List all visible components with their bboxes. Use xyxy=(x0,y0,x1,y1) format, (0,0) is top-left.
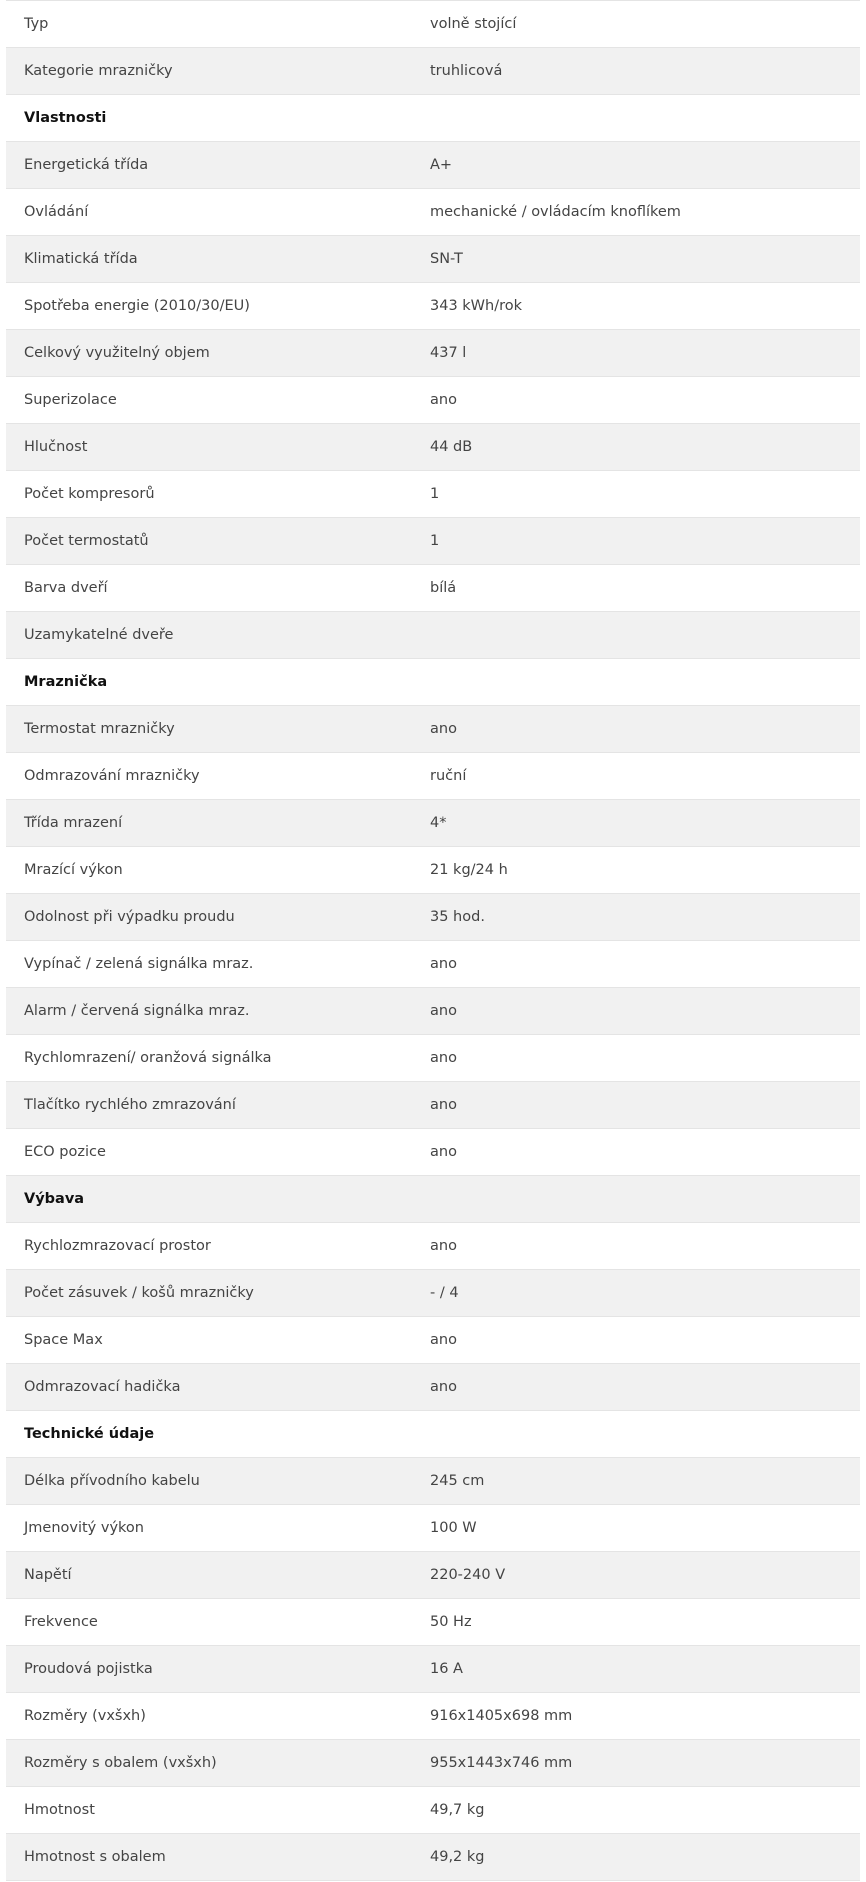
spec-row xyxy=(6,1458,860,1505)
spec-value: ano xyxy=(430,1379,457,1395)
spec-value: ano xyxy=(430,1332,457,1348)
spec-value: 916x1405x698 mm xyxy=(430,1708,573,1724)
spec-row xyxy=(6,1693,860,1740)
spec-label: Frekvence xyxy=(24,1614,98,1630)
spec-value: ano xyxy=(430,1238,457,1254)
spec-row xyxy=(6,1,860,48)
spec-row xyxy=(6,1223,860,1270)
spec-value: truhlicová xyxy=(430,63,503,79)
spec-value: 4* xyxy=(430,815,447,831)
spec-value: 245 cm xyxy=(430,1473,485,1489)
spec-row xyxy=(6,565,860,612)
spec-value: 49,7 kg xyxy=(430,1802,485,1818)
spec-row xyxy=(6,189,860,236)
spec-value: SN-T xyxy=(430,251,463,267)
spec-value: ano xyxy=(430,956,457,972)
spec-row xyxy=(6,377,860,424)
spec-label: Barva dveří xyxy=(24,580,108,596)
spec-row xyxy=(6,1834,860,1881)
spec-value: 21 kg/24 h xyxy=(430,862,508,878)
spec-row xyxy=(6,894,860,941)
spec-row xyxy=(6,1646,860,1693)
spec-row xyxy=(6,800,860,847)
spec-label: Typ xyxy=(24,16,49,32)
spec-row xyxy=(6,1317,860,1364)
spec-row xyxy=(6,941,860,988)
spec-value: 220-240 V xyxy=(430,1567,506,1583)
spec-label: Mrazící výkon xyxy=(24,862,123,878)
spec-value: - / 4 xyxy=(430,1285,459,1301)
spec-value: ano xyxy=(430,1050,457,1066)
spec-row xyxy=(6,1129,860,1176)
spec-row xyxy=(6,612,860,659)
spec-value: ano xyxy=(430,1144,457,1160)
spec-label: Odmrazování mrazničky xyxy=(24,768,200,784)
spec-label: Počet termostatů xyxy=(24,533,149,549)
spec-row xyxy=(6,1599,860,1646)
spec-label: Energetická třída xyxy=(24,157,149,173)
spec-label: Hlučnost xyxy=(24,439,88,455)
spec-label: Počet kompresorů xyxy=(24,486,155,502)
spec-value: 100 W xyxy=(430,1520,477,1536)
spec-value: ano xyxy=(430,1097,457,1113)
spec-label: Kategorie mrazničky xyxy=(24,63,173,79)
spec-value: 44 dB xyxy=(430,439,473,455)
spec-row xyxy=(6,1364,860,1411)
spec-label: Spotřeba energie (2010/30/EU) xyxy=(24,298,250,314)
spec-row xyxy=(6,753,860,800)
spec-row xyxy=(6,706,860,753)
spec-label: Klimatická třída xyxy=(24,251,138,267)
spec-value: ano xyxy=(430,1003,457,1019)
spec-row xyxy=(6,518,860,565)
spec-label: Rozměry s obalem (vxšxh) xyxy=(24,1755,217,1771)
spec-row xyxy=(6,1787,860,1834)
spec-value: A+ xyxy=(430,157,453,173)
spec-label: Odmrazovací hadička xyxy=(24,1379,181,1395)
section-title: Výbava xyxy=(24,1191,85,1207)
spec-row xyxy=(6,1552,860,1599)
spec-row xyxy=(6,847,860,894)
spec-label: Rychlomrazení/ oranžová signálka xyxy=(24,1050,272,1066)
spec-label: Celkový využitelný objem xyxy=(24,345,210,361)
spec-value: ano xyxy=(430,721,457,737)
spec-label: Jmenovitý výkon xyxy=(24,1520,144,1536)
spec-value: mechanické / ovládacím knoflíkem xyxy=(430,204,681,220)
spec-row xyxy=(6,1505,860,1552)
section-header-row xyxy=(6,659,860,706)
spec-label: Tlačítko rychlého zmrazování xyxy=(24,1097,236,1113)
spec-label: Alarm / červená signálka mraz. xyxy=(24,1003,250,1019)
spec-label: Délka přívodního kabelu xyxy=(24,1473,200,1489)
spec-value: 50 Hz xyxy=(430,1614,472,1630)
spec-label: Space Max xyxy=(24,1332,103,1348)
spec-label: Rychlozmrazovací prostor xyxy=(24,1238,211,1254)
spec-value: 1 xyxy=(430,533,440,549)
spec-label: Termostat mrazničky xyxy=(24,721,175,737)
spec-label: Uzamykatelné dveře xyxy=(24,627,174,643)
spec-value: 1 xyxy=(430,486,440,502)
spec-row xyxy=(6,236,860,283)
spec-label: Ovládání xyxy=(24,204,89,220)
spec-row xyxy=(6,471,860,518)
spec-row xyxy=(6,283,860,330)
spec-label: Třída mrazení xyxy=(24,815,123,831)
spec-label: Počet zásuvek / košů mrazničky xyxy=(24,1285,254,1301)
section-header-row xyxy=(6,1411,860,1458)
spec-value: ano xyxy=(430,392,457,408)
spec-row xyxy=(6,1035,860,1082)
spec-value: 343 kWh/rok xyxy=(430,298,523,314)
spec-value: volně stojící xyxy=(430,16,517,32)
spec-value: 49,2 kg xyxy=(430,1849,485,1865)
spec-row xyxy=(6,424,860,471)
spec-value: 437 l xyxy=(430,345,467,361)
spec-value: bílá xyxy=(430,580,457,596)
spec-label: Superizolace xyxy=(24,392,117,408)
spec-row xyxy=(6,330,860,377)
spec-value: 16 A xyxy=(430,1661,463,1677)
spec-row xyxy=(6,1082,860,1129)
spec-row xyxy=(6,1740,860,1787)
spec-label: Odolnost při výpadku proudu xyxy=(24,909,235,925)
spec-row xyxy=(6,988,860,1035)
section-title: Mraznička xyxy=(24,674,108,690)
section-title: Vlastnosti xyxy=(24,110,107,126)
spec-label: Napětí xyxy=(24,1567,72,1583)
spec-value: ruční xyxy=(430,768,467,784)
spec-label: Rozměry (vxšxh) xyxy=(24,1708,146,1724)
section-header-row xyxy=(6,1176,860,1223)
spec-row xyxy=(6,48,860,95)
section-header-row xyxy=(6,95,860,142)
spec-label: Hmotnost xyxy=(24,1802,95,1818)
spec-label: Hmotnost s obalem xyxy=(24,1849,166,1865)
spec-label: ECO pozice xyxy=(24,1144,106,1160)
spec-label: Vypínač / zelená signálka mraz. xyxy=(24,956,254,972)
section-title: Technické údaje xyxy=(24,1426,155,1442)
spec-value: 955x1443x746 mm xyxy=(430,1755,573,1771)
spec-row xyxy=(6,142,860,189)
spec-row xyxy=(6,1270,860,1317)
spec-label: Proudová pojistka xyxy=(24,1661,153,1677)
spec-table xyxy=(6,0,860,1881)
spec-value: 35 hod. xyxy=(430,909,485,925)
